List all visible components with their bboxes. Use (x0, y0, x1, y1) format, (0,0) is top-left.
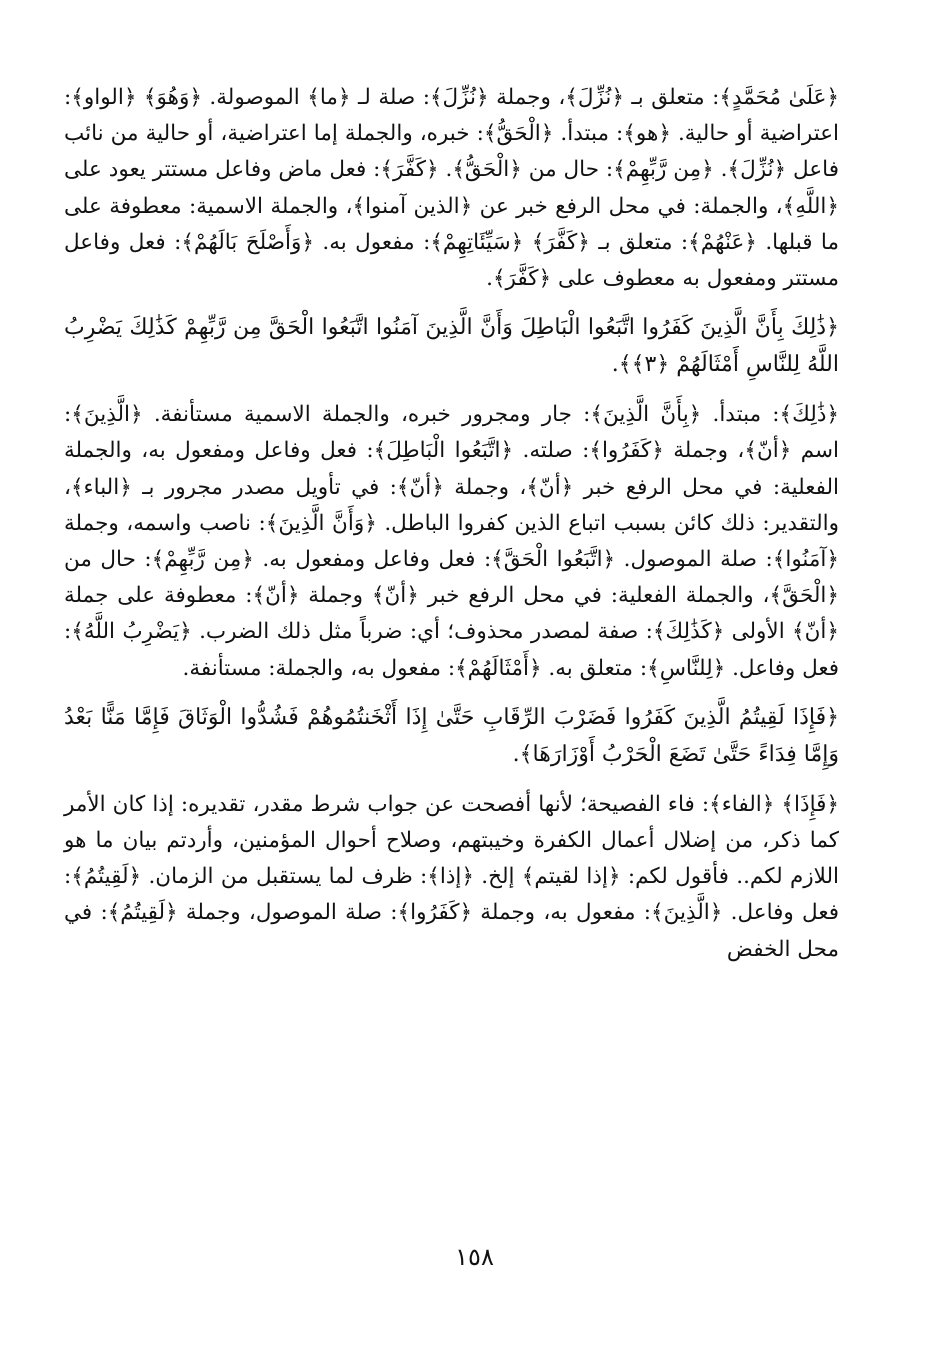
quran-verse-1: ﴿ذَٰلِكَ بِأَنَّ الَّذِينَ كَفَرُوا اتَّبَعُوا الْبَاطِلَ وَأَنَّ الَّذِينَ آمَنُوا اتَّبَعُوا الْحَقَّ مِن رَّبِّهِمْ كَذَٰلِكَ يَضْرِبُ اللَّهُ لِلنَّاسِ أَمْثَالَهُمْ ﴿٣﴾﴾. (64, 315, 839, 378)
quran-verse-2: ﴿فَإِذَا لَقِيتُمُ الَّذِينَ كَفَرُوا فَضَرْبَ الرِّقَابِ حَتَّىٰ إِذَا أَثْخَنتُمُوهُمْ فَشُدُّوا الْوَثَاقَ فَإِمَّا مَنًّا بَعْدُ وَإِمَّا فِدَاءً حَتَّىٰ تَضَعَ الْحَرْبُ أَوْزَارَهَا﴾. (64, 704, 839, 767)
paragraph-2: ﴿ذَٰلِكَ﴾: مبتدأ. ﴿بِأَنَّ الَّذِينَ﴾: جار ومجرور خبره، والجملة الاسمية مستأنفة. ﴿الَّذِينَ﴾: اسم ﴿أنّ﴾، وجملة ﴿كَفَرُوا﴾: صلته. ﴿اتَّبَعُوا الْبَاطِلَ﴾: فعل وفاعل ومفعول به، والجملة الفعلية: في محل الرفع خبر ﴿أنّ﴾، وجملة ﴿أنّ﴾: في تأويل مصدر مجرور بـ ﴿الباء﴾، والتقدير: ذلك كائن بسبب اتباع الذين كفروا الباطل. ﴿وَأَنَّ الَّذِينَ﴾: ناصب واسمه، وجملة ﴿آمَنُوا﴾: صلة الموصول. ﴿اتَّبَعُوا الْحَقَّ﴾: فعل وفاعل ومفعول به. ﴿مِن رَّبِّهِمْ﴾: حال من ﴿الْحَقَّ﴾، والجملة الفعلية: في محل الرفع خبر ﴿أنّ﴾ وجملة ﴿أنّ﴾: معطوفة على جملة ﴿أنّ﴾ الأولى ﴿كَذَٰلِكَ﴾: صفة لمصدر محذوف؛ أي: ضرباً مثل ذلك الضرب. ﴿يَضْرِبُ اللَّهُ﴾: فعل وفاعل. ﴿لِلنَّاسِ﴾: متعلق به. ﴿أَمْثَالَهُمْ﴾: مفعول به، والجملة: مستأنفة. (64, 402, 839, 681)
page-number: ١٥٨ (455, 1243, 494, 1271)
paragraph-1: ﴿عَلَىٰ مُحَمَّدٍ﴾: متعلق بـ ﴿نُزِّلَ﴾، وجملة ﴿نُزِّلَ﴾: صلة لـ ﴿ما﴾ الموصولة. ﴿وَهُوَ﴾ ﴿الواو﴾: اعتراضية أو حالية. ﴿هو﴾: مبتدأ. ﴿الْحَقُّ﴾: خبره، والجملة إما اعتراضية، أو حالية من نائب فاعل ﴿نُزِّلَ﴾. ﴿مِن رَّبِّهِمْ﴾: حال من ﴿الْحَقُّ﴾. ﴿كَفَّرَ﴾: فعل ماض وفاعل مستتر يعود على ﴿اللَّهِ﴾، والجملة: في محل الرفع خبر عن ﴿الذين آمنوا﴾، والجملة الاسمية: معطوفة على ما قبلها. ﴿عَنْهُمْ﴾: متعلق بـ ﴿كَفَّرَ﴾ ﴿سَيِّئَاتِهِمْ﴾: مفعول به. ﴿وَأَصْلَحَ بَالَهُمْ﴾: فعل وفاعل مستتر ومفعول به معطوف على ﴿كَفَّرَ﴾. (64, 85, 839, 292)
paragraph-3: ﴿فَإِذَا﴾ ﴿الفاء﴾: فاء الفصيحة؛ لأنها أفصحت عن جواب شرط مقدر، تقديره: إذا كان الأمر كما ذكر، من إضلال أعمال الكفرة وخيبتهم، وصلاح أحوال المؤمنين، وأردتم بيان ما هو اللازم لكم.. فأقول لكم: ﴿إذا لقيتم﴾ إلخ. ﴿إذا﴾: ظرف لما يستقبل من الزمان. ﴿لَقِيتُمُ﴾: فعل وفاعل. ﴿الَّذِينَ﴾: مفعول به، وجملة ﴿كَفَرُوا﴾: صلة الموصول، وجملة ﴿لَقِيتُمُ﴾: في محل الخفض (64, 791, 839, 962)
page-body (64, 80, 839, 968)
